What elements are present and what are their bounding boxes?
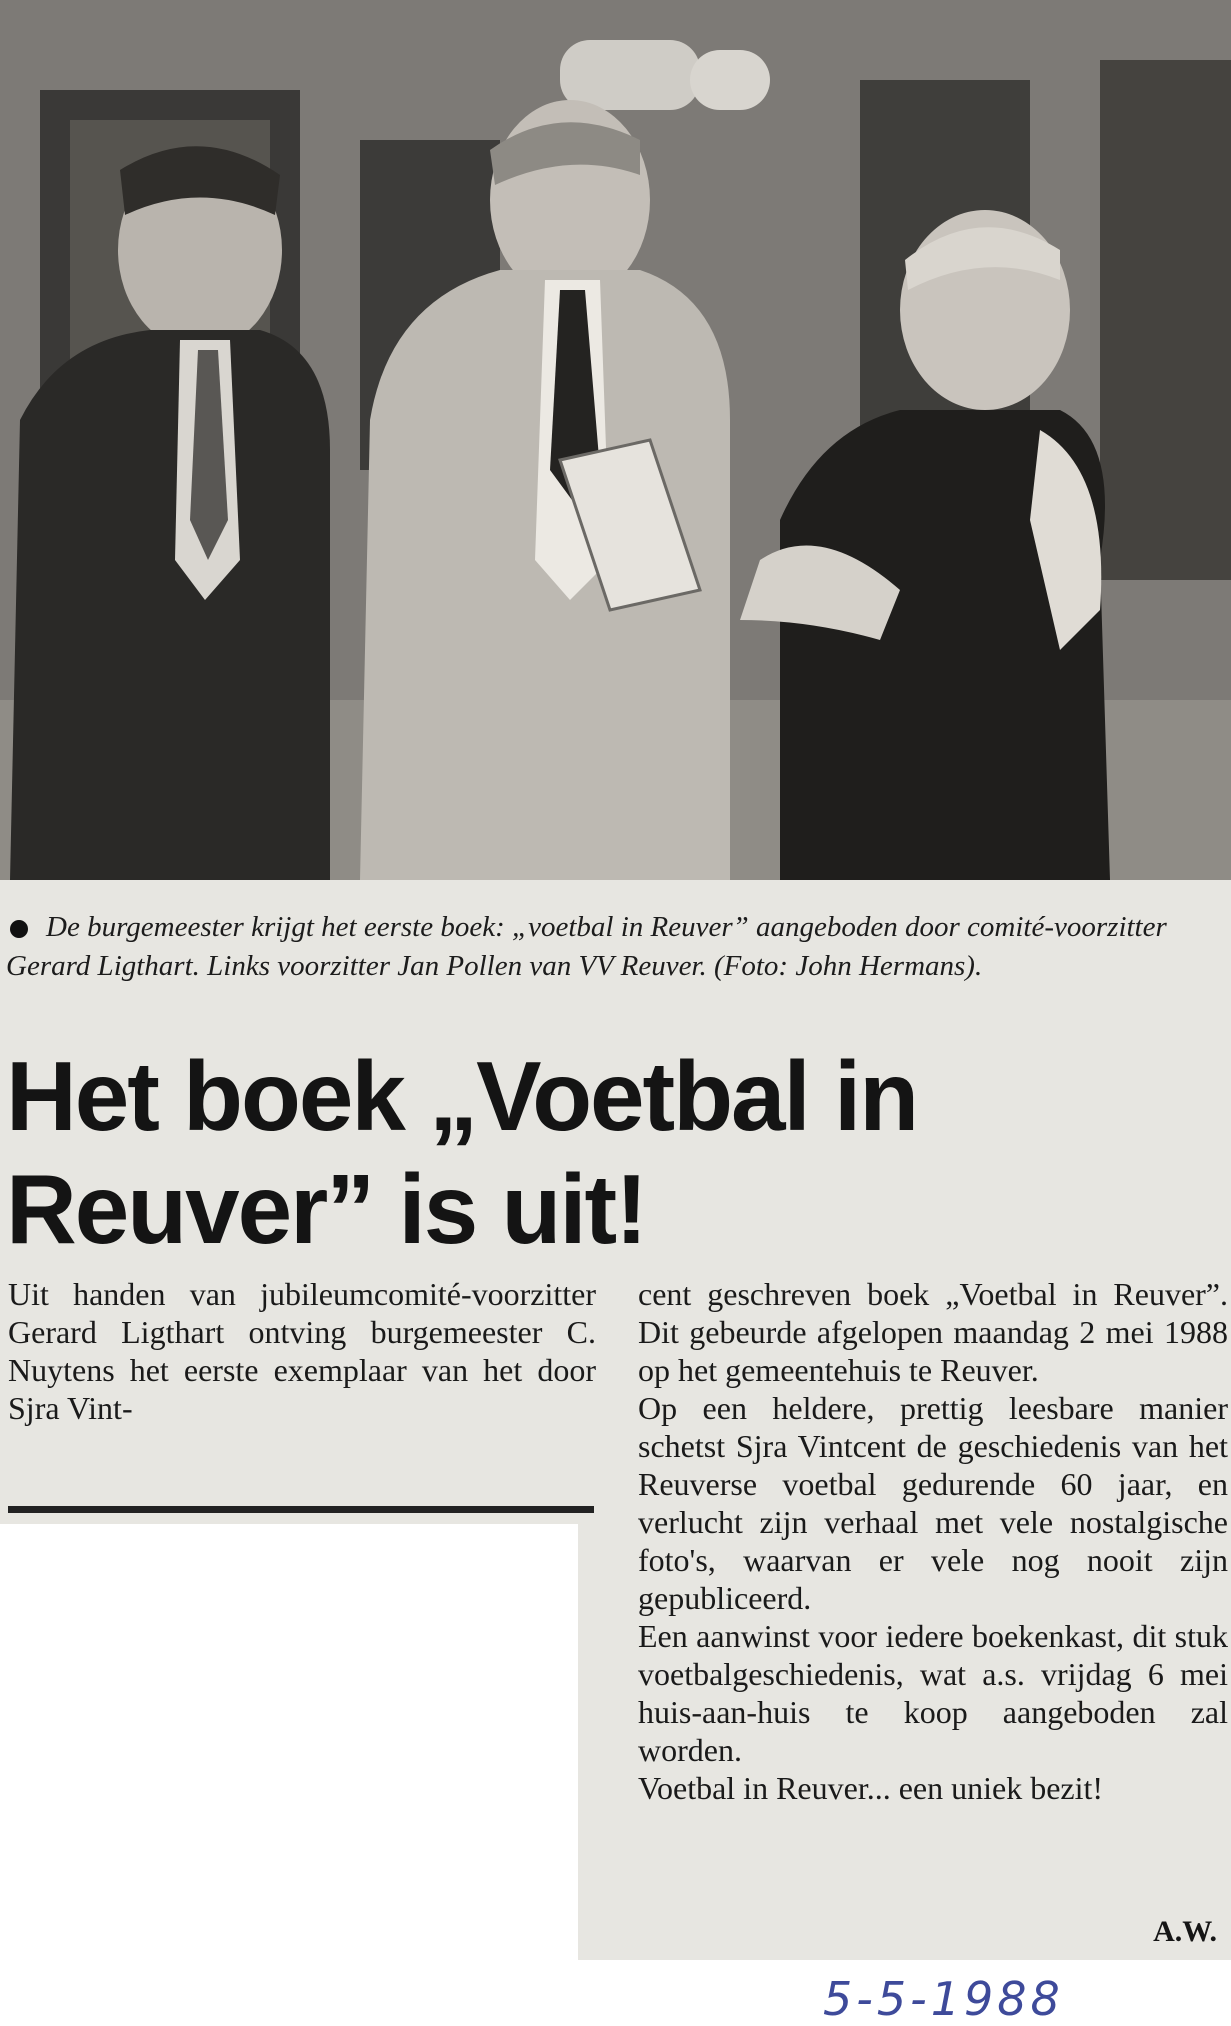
column-divider bbox=[8, 1506, 594, 1513]
blank-paper-area bbox=[0, 1524, 578, 2019]
article-column-left bbox=[8, 1275, 596, 1427]
article-column-right bbox=[638, 1275, 1228, 1807]
article-paragraph: cent geschreven boek „Voetbal in Reuver”. Dit gebeurde afgelopen maandag 2 mei 1988 op het gemeentehuis te Reuver. bbox=[638, 1276, 1228, 1388]
author-signature: A.W. bbox=[1153, 1915, 1217, 1948]
photo-caption bbox=[6, 908, 1226, 986]
article-headline: Het boek „Voetbal in Reuver” is uit! bbox=[6, 1041, 918, 1264]
photo-caption-text: De burgemeester krijgt het eerste boek: „voetbal in Reuver” aangeboden door comité-voorzitter Gerard Ligthart. Links voorzitter Jan Pollen van VV Reuver. (Foto: John Hermans). bbox=[6, 911, 1167, 982]
article-paragraph: Uit handen van jubileumcomité-voorzitter Gerard Ligthart ontving burgemeester C. Nuytens het eerste exemplaar van het door Sjra Vint- bbox=[8, 1276, 596, 1426]
bullet-icon bbox=[10, 920, 28, 938]
article-paragraph: Voetbal in Reuver... een uniek bezit! bbox=[638, 1770, 1104, 1806]
article-paragraph: Een aanwinst voor iedere boekenkast, dit stuk voetbalgeschiedenis, wat a.s. vrijdag 6 mei huis-aan-huis te koop aangeboden zal worden. bbox=[638, 1618, 1228, 1768]
handwritten-date: 5-5-1988 bbox=[823, 1972, 1064, 2026]
newspaper-photo bbox=[0, 0, 1231, 880]
article-paragraph: Op een heldere, prettig leesbare manier schetst Sjra Vintcent de geschiedenis van het Reuverse voetbal gedurende 60 jaar, en verlucht zijn verhaal met vele nostalgische foto's, waarvan er vele nog nooit zijn gepubliceerd. bbox=[638, 1390, 1228, 1616]
